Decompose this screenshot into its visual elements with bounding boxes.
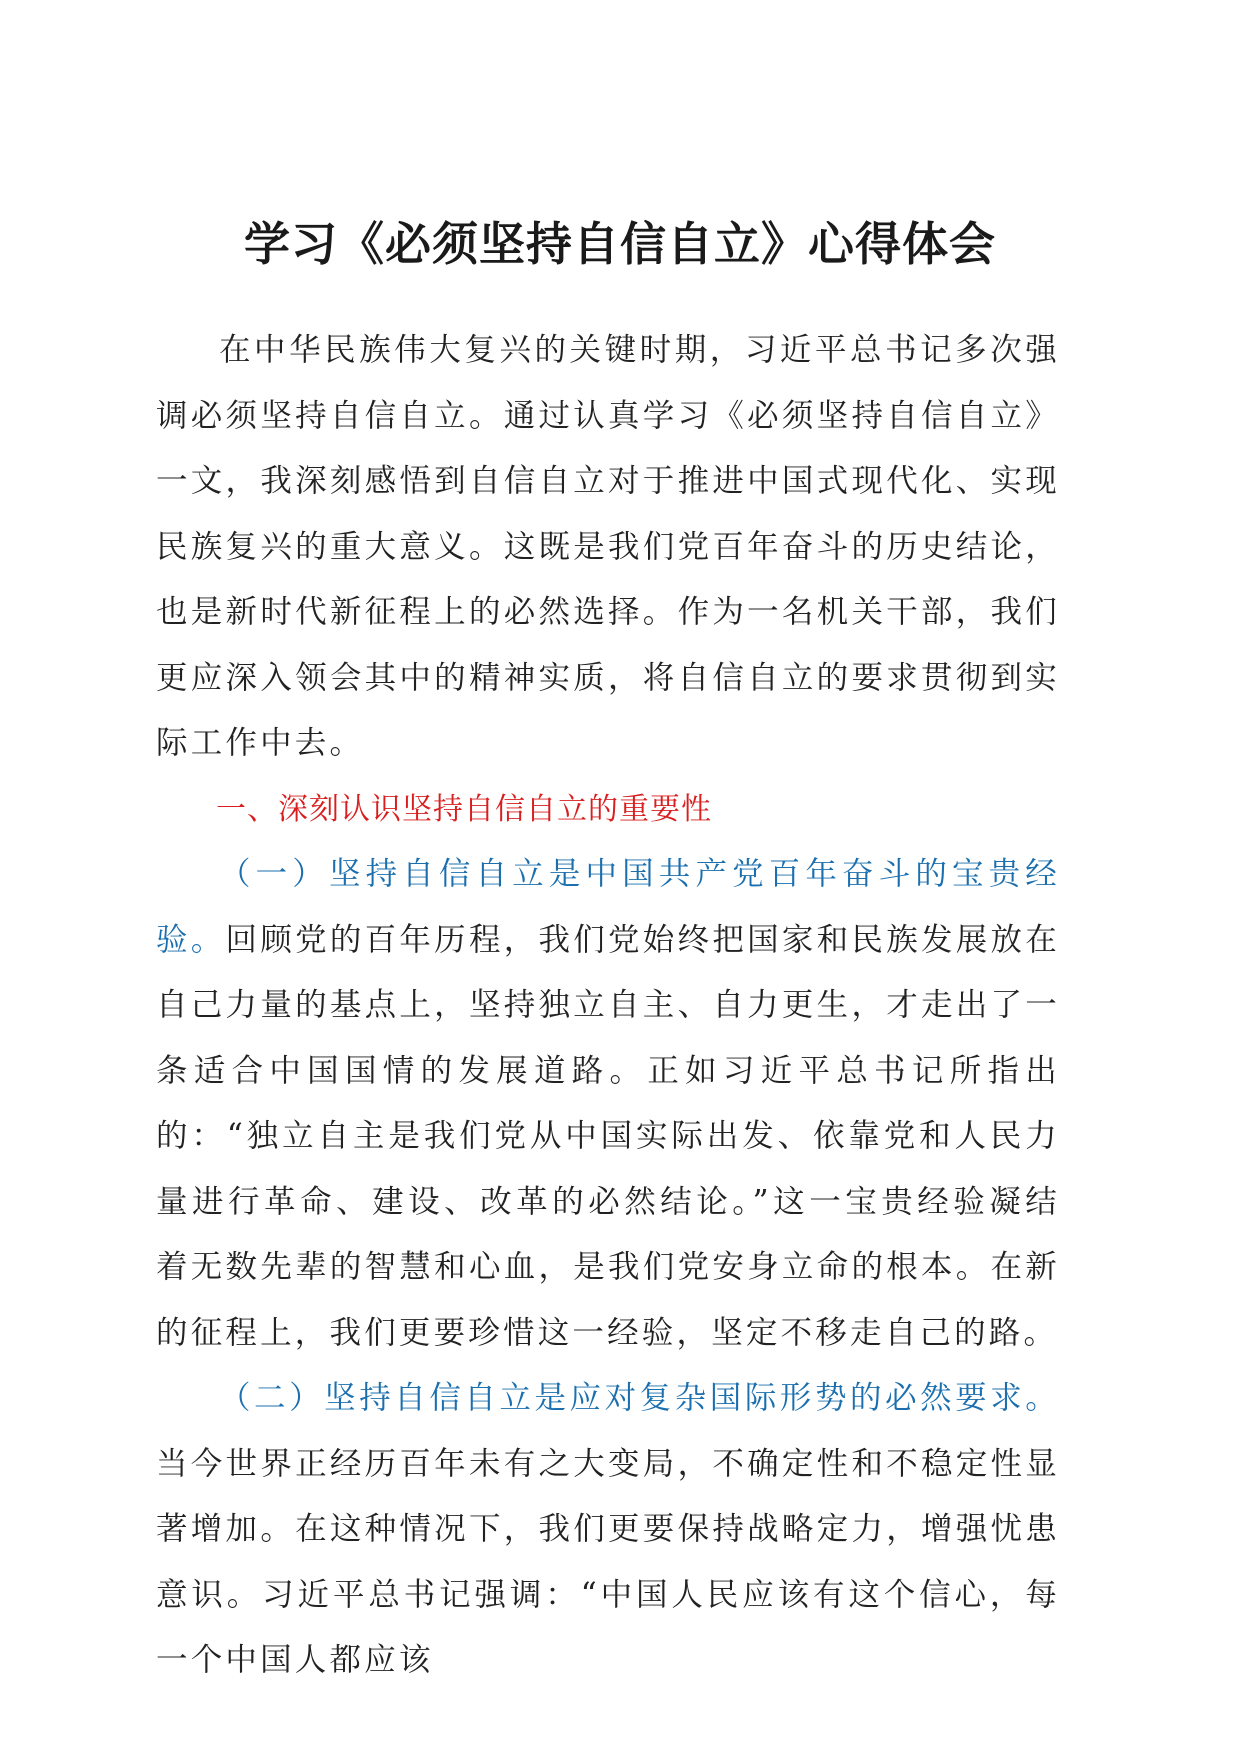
- subsection-1-paragraph: [156, 842, 1060, 1366]
- section-heading-1: 一、深刻认识坚持自信自立的重要性: [216, 791, 712, 827]
- subsection-1-heading: （一）坚持自信自立是中国共产党百年奋斗的宝贵经验。: [156, 856, 1060, 958]
- subsection-1-body: 回顾党的百年历程，我们党始终把国家和民族发展放在自己力量的基点上，坚持独立自主、自力更生，才走出了一条适合中国国情的发展道路。正如习近平总书记所指出的：“独立自主是我们党从中国实际出发、依靠党和人民力量进行革命、建设、改革的必然结论。”这一宝贵经验凝结着无数先辈的智慧和心血，是我们党安身立命的根本。在新的征程上，我们更要珍惜这一经验，坚定不移走自己的路。: [156, 921, 1060, 1351]
- subsection-2-paragraph: [156, 1366, 1060, 1694]
- document-title: 学习《必须坚持自信自立》心得体会: [244, 217, 996, 271]
- subsection-2-body: 当今世界正经历百年未有之大变局，不确定性和不稳定性显著增加。在这种情况下，我们更要保持战略定力，增强忧患意识。习近平总书记强调：“中国人民应该有这个信心，每一个中国人都应该: [156, 1445, 1060, 1678]
- document-body: [156, 318, 1060, 1694]
- subsection-2-heading: （二）坚持自信自立是应对复杂国际形势的必然要求。: [219, 1380, 1060, 1416]
- intro-paragraph: 在中华民族伟大复兴的关键时期，习近平总书记多次强调必须坚持自信自立。通过认真学习《必须坚持自信自立》一文，我深刻感悟到自信自立对于推进中国式现代化、实现民族复兴的重大意义。这既是我们党百年奋斗的历史结论，也是新时代新征程上的必然选择。作为一名机关干部，我们更应深入领会其中的精神实质，将自信自立的要求贯彻到实际工作中去。: [156, 332, 1060, 761]
